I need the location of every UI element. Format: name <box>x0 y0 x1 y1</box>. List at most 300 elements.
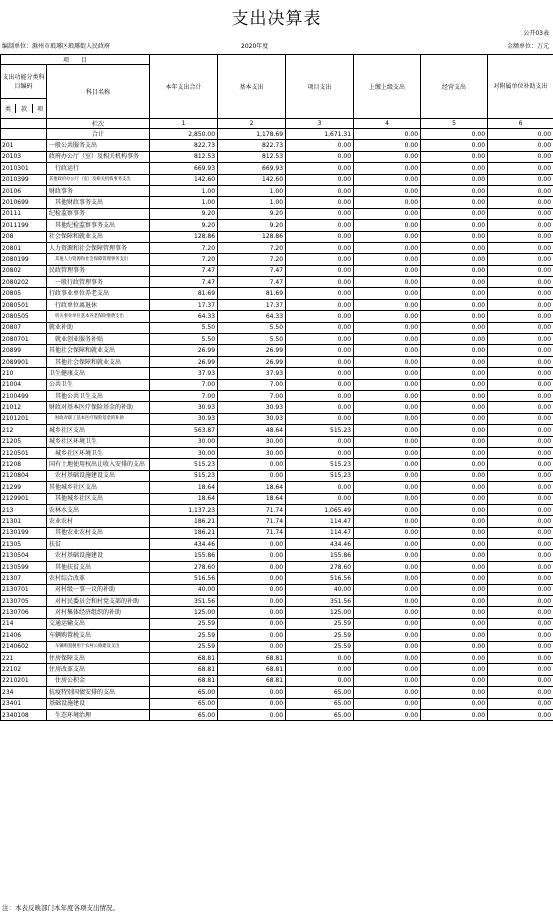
subject-name: 行政运行 <box>47 163 150 174</box>
amount-cell: 0.00 <box>488 539 553 550</box>
subject-name: 农村基础设施建设 <box>47 550 150 561</box>
subject-code: 20802 <box>1 265 47 276</box>
table-row <box>1 652 553 663</box>
table-row <box>1 322 553 333</box>
amount-cell: 0.00 <box>354 664 421 675</box>
table-row <box>1 220 553 231</box>
amount-cell: 515.23 <box>286 459 354 470</box>
total-cell: 2,850.00 <box>150 129 218 140</box>
amount-cell: 0.00 <box>421 151 488 162</box>
amount-cell: 0.00 <box>218 607 286 618</box>
amount-cell: 18.64 <box>218 493 286 504</box>
amount-cell: 0.00 <box>286 334 354 345</box>
subject-code: 22102 <box>1 664 47 675</box>
amount-cell: 128.86 <box>218 231 286 242</box>
amount-cell: 81.69 <box>218 288 286 299</box>
amount-cell: 0.00 <box>354 584 421 595</box>
amount-cell: 0.00 <box>421 345 488 356</box>
subject-code: 2080202 <box>1 277 47 288</box>
amount-cell: 7.20 <box>218 254 286 265</box>
amount-cell: 351.56 <box>286 596 354 607</box>
subject-code: 21208 <box>1 459 47 470</box>
amount-cell: 17.37 <box>150 299 218 310</box>
subject-name: 其他社会保障和就业支出 <box>47 356 150 367</box>
amount-cell: 0.00 <box>354 208 421 219</box>
amount-cell: 0.00 <box>421 618 488 629</box>
amount-cell: 812.53 <box>218 151 286 162</box>
amount-cell: 0.00 <box>488 459 553 470</box>
amount-cell: 0.00 <box>488 334 553 345</box>
amount-cell: 0.00 <box>421 504 488 515</box>
amount-cell: 142.60 <box>218 174 286 185</box>
amount-cell: 0.00 <box>488 185 553 196</box>
amount-cell: 278.60 <box>286 561 354 572</box>
amount-cell: 0.00 <box>286 140 354 151</box>
amount-cell: 0.00 <box>488 493 553 504</box>
amount-cell: 65.00 <box>286 698 354 709</box>
amount-cell: 0.00 <box>218 698 286 709</box>
amount-cell: 0.00 <box>488 254 553 265</box>
amount-cell: 0.00 <box>488 368 553 379</box>
amount-cell: 0.00 <box>354 299 421 310</box>
amount-cell: 0.00 <box>218 596 286 607</box>
amount-cell: 7.00 <box>150 390 218 401</box>
subject-code: 2129901 <box>1 493 47 504</box>
amount-cell: 812.53 <box>150 151 218 162</box>
subject-name: 其他城乡社区支出 <box>47 493 150 504</box>
amount-cell: 0.00 <box>218 584 286 595</box>
subject-name: 基础设施建设 <box>47 698 150 709</box>
table-row <box>1 425 553 436</box>
subject-code: 2010301 <box>1 163 47 174</box>
table-row <box>1 334 553 345</box>
lanci-label: 栏次 <box>47 119 150 129</box>
amount-cell: 0.00 <box>488 561 553 572</box>
amount-cell: 0.00 <box>354 527 421 538</box>
amount-cell: 0.00 <box>354 652 421 663</box>
amount-cell: 0.00 <box>354 436 421 447</box>
amount-cell: 0.00 <box>354 390 421 401</box>
subject-name: 农村综合改革 <box>47 573 150 584</box>
amount-cell: 0.00 <box>488 482 553 493</box>
subject-code: 214 <box>1 618 47 629</box>
amount-cell: 0.00 <box>421 208 488 219</box>
subject-name: 其他社会保障和就业支出 <box>47 345 150 356</box>
amount-cell: 0.00 <box>286 675 354 686</box>
amount-cell: 0.00 <box>421 584 488 595</box>
amount-cell: 0.00 <box>488 641 553 652</box>
amount-cell: 142.60 <box>150 174 218 185</box>
amount-cell: 9.20 <box>218 208 286 219</box>
subject-code: 2130706 <box>1 607 47 618</box>
amount-cell: 0.00 <box>354 140 421 151</box>
subject-code: 2089901 <box>1 356 47 367</box>
amount-cell: 0.00 <box>488 299 553 310</box>
amount-cell: 0.00 <box>218 630 286 641</box>
subject-name: 国有土地使用权出让收入安排的支出 <box>47 459 150 470</box>
amount-cell: 0.00 <box>421 550 488 561</box>
amount-cell: 25.59 <box>150 618 218 629</box>
amount-cell: 0.00 <box>286 652 354 663</box>
subject-code: 2210201 <box>1 675 47 686</box>
amount-cell: 1.00 <box>150 197 218 208</box>
subject-name: 扶贫 <box>47 539 150 550</box>
table-row <box>1 288 553 299</box>
amount-cell: 0.00 <box>354 197 421 208</box>
amount-cell: 0.00 <box>286 493 354 504</box>
amount-cell: 0.00 <box>421 573 488 584</box>
header-project: 项 目 <box>1 55 150 65</box>
table-row <box>1 493 553 504</box>
amount-cell: 5.50 <box>150 322 218 333</box>
col-num-3: 3 <box>286 119 354 129</box>
amount-cell: 0.00 <box>488 288 553 299</box>
amount-cell: 30.93 <box>150 402 218 413</box>
col-num-6: 6 <box>488 119 553 129</box>
subject-name: 城乡社区环境卫生 <box>47 436 150 447</box>
amount-cell: 0.00 <box>286 390 354 401</box>
amount-cell: 68.81 <box>218 675 286 686</box>
table-row <box>1 687 553 698</box>
amount-cell: 65.00 <box>286 709 354 720</box>
amount-cell: 25.59 <box>286 630 354 641</box>
table-row <box>1 402 553 413</box>
amount-cell: 5.50 <box>150 334 218 345</box>
amount-cell: 563.87 <box>150 425 218 436</box>
amount-cell: 0.00 <box>218 550 286 561</box>
subject-code: 20899 <box>1 345 47 356</box>
amount-cell: 0.00 <box>286 447 354 458</box>
header-xiang: 项 <box>36 106 43 113</box>
amount-cell: 0.00 <box>286 231 354 242</box>
amount-cell: 0.00 <box>488 675 553 686</box>
amount-cell: 0.00 <box>421 254 488 265</box>
amount-cell: 0.00 <box>421 652 488 663</box>
amount-cell: 0.00 <box>421 709 488 720</box>
amount-cell: 0.00 <box>421 197 488 208</box>
compiling-unit: 编制单位：滁州市琅琊区琅琊街人民政府 <box>2 43 111 50</box>
amount-cell: 0.00 <box>488 504 553 515</box>
amount-cell: 0.00 <box>286 345 354 356</box>
amount-cell: 515.23 <box>150 459 218 470</box>
table-row <box>1 539 553 550</box>
amount-cell: 0.00 <box>488 584 553 595</box>
amount-cell: 17.37 <box>218 299 286 310</box>
amount-cell: 0.00 <box>286 356 354 367</box>
amount-cell: 64.33 <box>150 311 218 322</box>
amount-cell: 0.00 <box>421 459 488 470</box>
col-num-4: 4 <box>354 119 421 129</box>
amount-cell: 515.23 <box>150 470 218 481</box>
amount-cell: 0.00 <box>218 470 286 481</box>
subject-code: 20801 <box>1 242 47 253</box>
amount-cell: 0.00 <box>421 265 488 276</box>
subject-name: 一般行政管理事务 <box>47 277 150 288</box>
amount-cell: 0.00 <box>286 413 354 424</box>
amount-cell: 0.00 <box>286 299 354 310</box>
total-code <box>1 129 47 140</box>
subject-name: 一般公共服务支出 <box>47 140 150 151</box>
amount-cell: 0.00 <box>286 220 354 231</box>
amount-cell: 0.00 <box>421 242 488 253</box>
amount-cell: 9.20 <box>150 208 218 219</box>
amount-cell: 0.00 <box>421 493 488 504</box>
subject-name: 住房保障支出 <box>47 652 150 663</box>
amount-cell: 155.86 <box>286 550 354 561</box>
table-row <box>1 311 553 322</box>
amount-cell: 0.00 <box>421 425 488 436</box>
amount-cell: 0.00 <box>421 231 488 242</box>
table-row <box>1 584 553 595</box>
subject-name: 对村民委员会和村党支部的补助 <box>47 596 150 607</box>
subject-code: 2140602 <box>1 641 47 652</box>
amount-cell: 114.47 <box>286 516 354 527</box>
amount-cell: 0.00 <box>286 197 354 208</box>
amount-cell: 0.00 <box>488 277 553 288</box>
col-num-1: 1 <box>150 119 218 129</box>
amount-cell: 0.00 <box>421 516 488 527</box>
table-row <box>1 527 553 538</box>
amount-cell: 0.00 <box>488 447 553 458</box>
amount-cell: 0.00 <box>354 345 421 356</box>
amount-cell: 0.00 <box>354 459 421 470</box>
amount-cell: 0.00 <box>286 379 354 390</box>
amount-cell: 0.00 <box>488 197 553 208</box>
amount-cell: 68.81 <box>218 664 286 675</box>
subject-code: 221 <box>1 652 47 663</box>
subject-code: 2080701 <box>1 334 47 345</box>
amount-cell: 25.59 <box>286 641 354 652</box>
amount-cell: 0.00 <box>421 311 488 322</box>
amount-cell: 0.00 <box>488 345 553 356</box>
amount-cell: 0.00 <box>354 402 421 413</box>
amount-cell: 5.50 <box>218 322 286 333</box>
amount-cell: 0.00 <box>421 630 488 641</box>
subject-name: 其他人力资源和社会保障管理事务支出 <box>47 254 150 265</box>
amount-cell: 0.00 <box>421 322 488 333</box>
amount-cell: 0.00 <box>354 687 421 698</box>
subject-name: 车辆购置税用于农村公路建设支出 <box>47 641 150 652</box>
amount-cell: 26.99 <box>218 345 286 356</box>
amount-cell: 0.00 <box>488 390 553 401</box>
amount-cell: 68.81 <box>150 664 218 675</box>
amount-cell: 186.21 <box>150 516 218 527</box>
amount-cell: 0.00 <box>286 277 354 288</box>
header-func-code: 支出功能分类科目编码 <box>1 65 47 99</box>
amount-cell: 30.93 <box>218 402 286 413</box>
subject-name: 抗疫特别国债安排的支出 <box>47 687 150 698</box>
table-row <box>1 390 553 401</box>
form-number: 公开03表 <box>523 30 549 37</box>
amount-cell: 0.00 <box>354 151 421 162</box>
subject-name: 住房改革支出 <box>47 664 150 675</box>
table-row <box>1 550 553 561</box>
amount-cell: 0.00 <box>354 368 421 379</box>
subject-code: 20111 <box>1 208 47 219</box>
subject-name: 财政对基本医疗保险基金的补助 <box>47 402 150 413</box>
subject-code: 2010699 <box>1 197 47 208</box>
amount-cell: 0.00 <box>354 277 421 288</box>
amount-cell: 26.99 <box>150 356 218 367</box>
subject-name: 其他城乡社区支出 <box>47 482 150 493</box>
amount-cell: 7.20 <box>150 242 218 253</box>
table-row <box>1 356 553 367</box>
subject-name: 财政事务 <box>47 185 150 196</box>
subject-name: 住房公积金 <box>47 675 150 686</box>
amount-cell: 0.00 <box>286 208 354 219</box>
amount-cell: 40.00 <box>286 584 354 595</box>
amount-cell: 65.00 <box>150 698 218 709</box>
amount-cell: 822.73 <box>218 140 286 151</box>
subject-name: 对村集体经济组织的补助 <box>47 607 150 618</box>
subject-name: 农林水支出 <box>47 504 150 515</box>
amount-cell: 0.00 <box>354 425 421 436</box>
amount-cell: 155.86 <box>150 550 218 561</box>
amount-cell: 0.00 <box>354 356 421 367</box>
amount-cell: 68.81 <box>218 652 286 663</box>
amount-cell: 0.00 <box>488 413 553 424</box>
subject-name: 生态环境治理 <box>47 709 150 720</box>
amount-cell: 516.56 <box>150 573 218 584</box>
subject-code: 21301 <box>1 516 47 527</box>
amount-cell: 0.00 <box>286 368 354 379</box>
amount-cell: 1.00 <box>218 185 286 196</box>
amount-cell: 65.00 <box>150 709 218 720</box>
amount-cell: 9.20 <box>150 220 218 231</box>
table-row <box>1 151 553 162</box>
amount-cell: 0.00 <box>286 265 354 276</box>
amount-cell: 0.00 <box>421 368 488 379</box>
amount-cell: 0.00 <box>421 402 488 413</box>
currency-unit: 金额单位：万元 <box>506 43 549 50</box>
amount-cell: 125.00 <box>150 607 218 618</box>
subject-name: 农村基础设施建设支出 <box>47 470 150 481</box>
total-row <box>1 129 553 140</box>
amount-cell: 71.74 <box>218 504 286 515</box>
amount-cell: 18.64 <box>150 493 218 504</box>
table-row <box>1 561 553 572</box>
amount-cell: 0.00 <box>354 675 421 686</box>
subject-code: 2130599 <box>1 561 47 572</box>
amount-cell: 0.00 <box>354 607 421 618</box>
amount-cell: 30.00 <box>218 447 286 458</box>
amount-cell: 7.47 <box>218 265 286 276</box>
amount-cell: 0.00 <box>354 334 421 345</box>
amount-cell: 7.47 <box>150 277 218 288</box>
subject-name: 政府办公厅（室）及相关机构事务 <box>47 151 150 162</box>
amount-cell: 37.93 <box>218 368 286 379</box>
subject-code: 212 <box>1 425 47 436</box>
subject-name: 对村级一事一议的补助 <box>47 584 150 595</box>
amount-cell: 0.00 <box>354 641 421 652</box>
amount-cell: 0.00 <box>286 185 354 196</box>
footer-note: 注：本表反映部门本年度各项支出情况。 <box>2 904 119 912</box>
amount-cell: 0.00 <box>354 596 421 607</box>
table-row <box>1 447 553 458</box>
amount-cell: 0.00 <box>421 641 488 652</box>
subject-code: 208 <box>1 231 47 242</box>
amount-cell: 434.46 <box>286 539 354 550</box>
amount-cell: 0.00 <box>286 402 354 413</box>
amount-cell: 0.00 <box>488 322 553 333</box>
amount-cell: 0.00 <box>286 288 354 299</box>
amount-cell: 0.00 <box>488 516 553 527</box>
table-row <box>1 277 553 288</box>
amount-cell: 7.00 <box>218 379 286 390</box>
amount-cell: 0.00 <box>421 687 488 698</box>
amount-cell: 0.00 <box>488 208 553 219</box>
amount-cell: 0.00 <box>354 288 421 299</box>
amount-cell: 0.00 <box>421 596 488 607</box>
subject-code: 20103 <box>1 151 47 162</box>
amount-cell: 0.00 <box>354 174 421 185</box>
table-row <box>1 436 553 447</box>
amount-cell: 0.00 <box>354 265 421 276</box>
amount-cell: 0.00 <box>286 151 354 162</box>
amount-cell: 0.00 <box>421 163 488 174</box>
amount-cell: 434.46 <box>150 539 218 550</box>
amount-cell: 125.00 <box>286 607 354 618</box>
table-row <box>1 185 553 196</box>
amount-cell: 0.00 <box>354 561 421 572</box>
subject-name: 其他农业农村支出 <box>47 527 150 538</box>
amount-cell: 0.00 <box>354 493 421 504</box>
amount-cell: 68.81 <box>150 652 218 663</box>
amount-cell: 0.00 <box>488 140 553 151</box>
amount-cell: 351.56 <box>150 596 218 607</box>
subject-name: 其他扶贫支出 <box>47 561 150 572</box>
table-row <box>1 345 553 356</box>
subject-name: 纪检监察事务 <box>47 208 150 219</box>
amount-cell: 18.64 <box>218 482 286 493</box>
subject-code: 23401 <box>1 698 47 709</box>
table-row <box>1 174 553 185</box>
amount-cell: 0.00 <box>488 242 553 253</box>
total-cell: 0.00 <box>421 129 488 140</box>
amount-cell: 30.00 <box>150 436 218 447</box>
subject-name: 农业农村 <box>47 516 150 527</box>
amount-cell: 0.00 <box>354 550 421 561</box>
col-header-basic: 基本支出 <box>218 55 286 119</box>
amount-cell: 71.74 <box>218 527 286 538</box>
amount-cell: 0.00 <box>488 151 553 162</box>
amount-cell: 25.59 <box>286 618 354 629</box>
amount-cell: 0.00 <box>354 573 421 584</box>
amount-cell: 7.20 <box>218 242 286 253</box>
amount-cell: 0.00 <box>421 379 488 390</box>
amount-cell: 65.00 <box>286 687 354 698</box>
amount-cell: 1.00 <box>150 185 218 196</box>
amount-cell: 0.00 <box>488 630 553 641</box>
subject-code: 2120804 <box>1 470 47 481</box>
subject-code: 2011199 <box>1 220 47 231</box>
amount-cell: 515.23 <box>286 425 354 436</box>
amount-cell: 9.20 <box>218 220 286 231</box>
amount-cell: 0.00 <box>488 698 553 709</box>
amount-cell: 0.00 <box>354 709 421 720</box>
amount-cell: 0.00 <box>421 675 488 686</box>
subject-name: 财政对职工基本医疗保险基金的补助 <box>47 413 150 424</box>
subject-code: 2130701 <box>1 584 47 595</box>
amount-cell: 0.00 <box>218 561 286 572</box>
subject-name: 机关事业单位基本养老保险缴费支出 <box>47 311 150 322</box>
amount-cell: 0.00 <box>421 539 488 550</box>
subject-name: 行政单位离退休 <box>47 299 150 310</box>
subject-code: 2080505 <box>1 311 47 322</box>
header-lei-kuan-xiang <box>1 99 47 119</box>
table-row <box>1 698 553 709</box>
amount-cell: 0.00 <box>488 311 553 322</box>
